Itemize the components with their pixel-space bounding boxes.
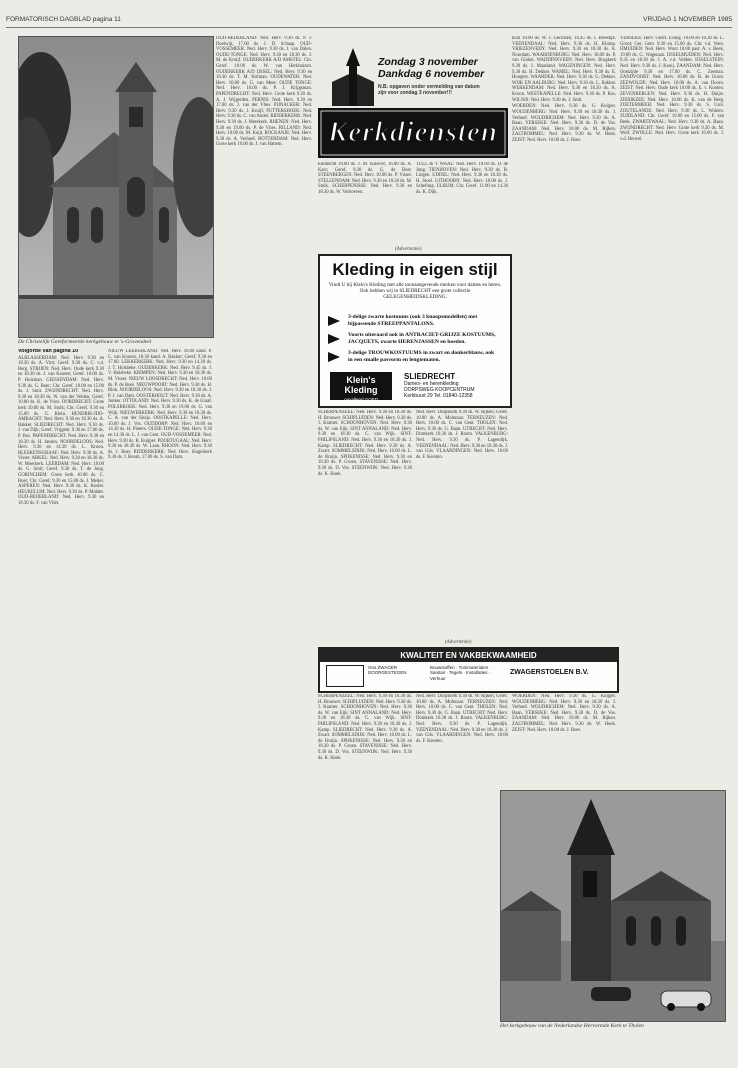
church-photo-left-image: [19, 37, 213, 337]
column-1: [18, 349, 104, 1059]
column-4a: [318, 162, 412, 244]
header-rule: [6, 27, 732, 28]
ad-clothing-intro: Vindt U bij Klein's Kleding met alle toonaangevende merken voor dames en heren. Ook hebben wij in SLIEDRECHT een grote collectie GELEGENHEIDSKLEDING.: [328, 282, 502, 301]
column-6-text: YERSEKE: Herv. Geref. Evang. 10.00 en 18.30 ds. L. Groot; Ger. Gem. 9.30 en 15.00 ds. Chr. v.d. Veen. IJMUIDEN: Ned. Herv. Wout 10.00 past. A. v. Beek, 19.00 ds. G. Wagenaar. IJSSELMUIDEN: Ned. Herv. 9.45 en 18.30 ds. J. A. v.d. Velden. IJSSELSTEIN: Ned. Herv. 9.30 ds. J. Kooij. ZAANDAM: Ned. Herv. Oostzijde 9.30 en 17.00 ds. C. Zeeman. ZANDVOORT: Ned. Herv. 10.00 ds. R. de Groot. ZEEWOLDE: Ned. Herv. 10.00 ds. A. van Doorn. ZEIST: Ned. Herv. Oude kerk 10.00 ds. E. v. Kooten. ZEVENBERGEN: Ned. Herv. 9.30 ds. H. Duijst. ZIERIKZEE: Ned. Herv. 10.00 ds. K. van de Berg. ZOETERMEER: Ned. Herv. 9.30 ds. S. Grol. ZOUTELANDE: Ned. Herv. 9.30 ds. L. Wolters. ZUIDLAND: Chr. Geref. 10.00 en 15.00 ds. F. van Beek. ZWARTEWAAL: Ned. Herv. 9.30 ds. A. Baan. ZWIJNDRECHT: Ned. Herv. Grote kerk 9.30 ds. M. Wolf. ZWOLLE: Ned. Herv. Grote kerk 10.00 ds. J. v.d. Heuvel.: [620, 36, 724, 142]
column-2-text: NIEUW LEKKERLAND: Ned. Herv. 10.00 kand. P. C. van Kooten, 18.30 kand. A. Bakker; Geref. 9.30 en 17.00. LEKKERKERK: Ned. Herv. 9.30 en 14.30 ds. J. T. Holsbeke. OUDERKERK: Ned. Herv. 9.45 ds. J. V. Holsbeke. KRIMPEN: Ned. Herv. 9.30 en 18.30 ds. M. Visser. NIEUW LOOSDRECHT: Ned. Herv. 10.00 ds. P. de Boer. NIEUWPOORT: Ned. Herv. 9.30 ds. H. Blok. NOORDELOOS: Ned. Herv. 9.30 en 18.30 ds. J. P. J. van Dam. OOSTERHOUT: Ned. Herv. 9.30 ds. A. Jonker. OTTOLAND: Ned. Herv. 9.30 ds. K. de Graaf. POLSBROEK: Ned. Herv. 9.30 en 19.00 ds. G. van Wijk. NIEUWERKERK: Ned. Herv. 9.30 en 18.30 ds. C. A. van der Sluijs. OOSTKAPELLE: Ned. Herv. 10.00 ds. J. Vos. OUDDORP: Ned. Herv. 10.00 en 14.30 ds. H. Pieters. OUDE-TONGE: Ned. Herv. 9.30 en 14.30 ds. L. J. van Gent. OUD-VOSSEMEER: Ned. Herv. 9.30 ds. B. Kuijper. POORTUGAAL: Ned. Herv. 9.30 en 18.30 ds. W. Laan. RHOON: Ned. Herv. 9.30 ds. J. Boer. RIDDERKERK: Ned. Herv. Singelkerk 9.30 ds. J. Room, 17.00 ds. S. van Dam.: [108, 349, 212, 461]
column-5: [512, 36, 616, 641]
announcement-sunday: Zondag 3 november: [378, 56, 478, 68]
masthead-title: Kerkdiensten: [328, 116, 498, 148]
column-3-text: OUD-BEIJERLAND: Ned. Herv. 9.30 ds. P. J. Doelwijt, 17.00 ds. J. D. Schaap. OUD-VOSSEMEER: Ned. Herv. 9.30 ds. J. van Dalen. OUDE-TONGE: Ned. Herv. 9.30 en 18.30 ds. J. M. de Kruijf. OUDERKERK A/D AMSTEL: Chr. Geref. 10.00 ds. W. van Herkhuizen. OUDERKERK A/D IJSSEL: Ned. Herv. 9.30 en 18.30 ds. T. M. Hofman. OUDEWATER: Ned. Herv. 10.00 ds. G. van Meer. OUDE TONGE: Ned. Herv. 10.00 ds. P. J. Krijgsman. PAPENDRECHT: Ned. Herv. Grote kerk 9.30 ds. A. J. Wijgerden. PERNIS: Ned. Herv. 9.30 en 17.00 ds. J. van der Vlies. PIJNACKER: Ned. Herv. 9.30 ds. J. Kruijf. PUTTERSHOEK: Ned. Herv. 9.30 ds. C. van Andel. RIDDERKERK: Ned. Herv. 9.30 ds. J. Meerkerk. RHENEN: Ned. Herv. 9.30 en 19.00 ds. P. de Vries. RILLAND: Ned. Herv. 10.00 ds. M. Kuijt. ROCKANJE: Ned. Herv. 9.30 ds. A. Verhoef. ROTTERDAM: Ned. Herv. Grote kerk 10.00 ds. J. van Hattem.: [216, 36, 312, 148]
column-5a-text: hora 10.00 ds. W. J. Gerritsen, 16.45 ds. J. Breedijk. VEENENDAAL: Ned. Herv. 9.30 ds. H. Klomp. VRIEZENVEEN: Ned. Herv. 9.30 en 18.30 ds. A. Noordam. WAARDENBURG: Ned. Herv. 10.00 ds. P. van Ginkel. WADDINXVEEN: Ned. Herv. Brugkerk 9.30 ds. J. Maasland. WAGENINGEN: Ned. Herv. 9.30 ds. H. Dekker. WAMEL: Ned. Herv. 9.30 ds. E. Hoogers. WAARDER: Ned. Herv. 9.30 ds. G. Dekker. WIJK EN AALBURG: Ned. Herv. 9.30 ds. L. Bakker. WERKENDAM: Ned. Herv. 9.30 en 18.30 ds. A. Kroon. WESTKAPELLE: Ned. Herv. 9.30 ds. P. Bos. WILNIS: Ned. Herv. 9.30 ds. J. Smit.: [512, 36, 616, 103]
column-5-lower-text: WOERDEN: Ned. Herv. 9.30 ds. G. Kuijper. WOUDENBERG: Ned. Herv. 9.30 en 18.30 ds. J. Verhoef. WOUDRICHEM: Ned. Herv. 9.30 ds. A. Baan. YERSEKE: Ned. Herv. 9.30 ds. D. de Vos. ZAANDAM: Ned. Herv. 10.00 ds. M. Rijken. ZALTBOMMEL: Ned. Herv. 9.30 ds. W. Hoek. ZEIST: Ned. Herv. 10.00 ds. J. Boer.: [512, 694, 616, 733]
ad-clothing-title: Kleding in eigen stijl: [332, 260, 498, 279]
announcement-thanksgiving: Dankdag 6 november: [378, 68, 485, 80]
column-5-lower: [512, 694, 616, 784]
arrow-icon: [328, 334, 340, 344]
arrow-icon: [328, 352, 340, 362]
ad-bottom-logo-icon: [326, 665, 364, 687]
church-icon: [330, 46, 376, 108]
column-4e: [318, 694, 412, 1056]
column-4a-text: Eindrecht 10.00 ds. J. M. Kleuver, 16.00 ds. A. Kars; Geref. 9.30 ds. G. de Boer. STEENBERGEN: Ned. Herv. 10.00 ds. P. Visser. STELLENDAM: Ned. Herv. 9.30 en 18.30 ds. M. Stolk. SCHERPENISSE: Ned. Herv. 9.30 en 18.30 ds. W. Verhoeven.: [318, 162, 412, 195]
column-4d-text: Ned. Herv. Dorpskerk 9.30 ds. W. Rijken; Geref. 10.00 ds. A. Molenaar. TERNEUZEN: Ned. Herv. 10.00 ds. C. van Gent. THOLEN: Ned. Herv. 9.30 ds. G. Baan. UTRECHT: Ned. Herv. Domkerk 10.30 ds. J. Room. VALKENBURG: Ned. Herv. 9.30 ds. P. Lagendijk. VEENENDAAL: Ned. Herv. 9.30 en 18.30 ds. J. van Gils. VLAARDINGEN: Ned. Herv. 10.00 ds. F. Kersten.: [416, 410, 508, 460]
ad-bottom-company-name: ZWAGERSTOELEN B.V.: [510, 669, 589, 676]
column-4c: [318, 410, 412, 642]
page-header-left: FORMATORISCH DAGBLAD pagina 11: [6, 16, 121, 23]
column-6: [620, 36, 724, 756]
ad-clothing-item-1: 3-delige zwarte kostuums (ook 3 knoopsmodellen) met bijpassende STREEPPANTALONS.: [348, 314, 478, 327]
ad-clothing-shop-line2: DORPSWEG KOOPCENTRUM: [404, 387, 475, 393]
service-dates-announcement: [378, 56, 488, 96]
column-1-text: ALBLASSERDAM: Ned. Herv. 9.30 en 18.30 ds. A. Vlot; Geref. 9.30 ds. C. v.d. Berg. STRIJEN: Ned. Herv. Oude kerk 9.30 en 18.30 ds. J. van Kooten; Geref. 10.00 ds. P. Huisman. GIESSENDAM: Ned. Herv. 9.30 ds. G. Boer; Chr. Geref. 10.00 en 15.00 ds. J. Smit. ZWIJNDRECHT: Ned. Herv. 9.30 en 18.30 ds. W. van der Velden; Geref. 10.00 ds. K. de Vries. DORDRECHT: Grote kerk 10.00 ds. M. Stolk; Chr. Geref. 9.30 en 15.00 ds. G. Klein. HENDRIK-IDO-AMBACHT: Ned. Herv. 9.30 en 18.30 ds. A. Bakker. SLIEDRECHT: Ned. Herv. 9.30 ds. J. van Dijk; Geref. Vrijgem. 9.30 en 17.00 ds. P. Bos. PAPENDRECHT: Ned. Herv. 9.30 en 18.30 ds. H. Jansen. NOORDELOOS: Ned. Herv. 9.30 en 14.30 ds. L. Kroon. BLESKENSGRAAF: Ned. Herv. 9.30 ds. A. Visser. ARKEL: Ned. Herv. 9.30 en 18.30 ds. W. Moerkerk. LEERDAM: Ned. Herv. 10.00 ds. G. Smit; Geref. 9.30 ds. T. de Jong. GORINCHEM: Grote kerk 10.00 ds. C. Boer; Chr. Geref. 9.30 en 15.00 ds. J. Meijer. ASPEREN: Ned. Herv. 9.30 ds. K. Koster. HEUKELUM: Ned. Herv. 9.30 ds. P. Mulder. OUD-BEIJERLAND: Ned. Herv. 9.30 en 18.30 ds. F. van Vliet.: [18, 355, 104, 507]
column-1-heading: Volgorde van pagina 10: [18, 349, 79, 354]
arrow-icon: [328, 316, 340, 326]
ad-bottom-title: KWALITEIT EN VAKBEKWAAMHEID: [320, 649, 617, 662]
column-2: [108, 349, 212, 1059]
column-3: [216, 36, 312, 1056]
ad-bottom-contact: Ons ZWAGER DOORGESTEGEN: [368, 665, 407, 676]
page-header-date: VRIJDAG 1 NOVEMBER 1985: [643, 16, 732, 23]
church-photo-right-image: [501, 791, 725, 1021]
column-4b: [416, 162, 508, 244]
advert-label-top: (Advertentie): [395, 247, 422, 252]
page-header: [6, 14, 732, 26]
photo-right-caption: Het kerkgebouw van de Nederlandse Hervormde Kerk te Tholen: [500, 1023, 644, 1029]
ad-clothing-shop-name: SLIEDRECHT: [404, 372, 456, 381]
church-photo-right: [500, 790, 726, 1022]
masthead-banner: [318, 108, 508, 158]
quality-advertisement: [318, 647, 619, 693]
column-4d: [416, 410, 508, 642]
column-4e-text: SCHERPENZEEL: Ned. Herv. 9.30 en 18.30 ds. H. Brouwer. SCHIPLUIDEN: Ned. Herv. 9.30 ds. J. Kramer. SCHOONHOVEN: Ned. Herv. 9.30 ds. W. van Eijk. SINT ANNALAND: Ned. Herv. 9.30 en 18.30 ds. C. van Wijk. SINT-PHILIPSLAND: Ned. Herv. 9.30 en 18.30 ds. J. Kamp. SLIEDRECHT: Ned. Herv. 9.30 ds. A. Zwart. SOMMELSDIJK: Ned. Herv. 10.00 ds. L. de Bruijn. SPIJKENISSE: Ned. Herv. 9.30 en 18.30 ds. P. Groen. STAVENISSE: Ned. Herv. 9.30 ds. D. Vos. STEENWIJK: Ned. Herv. 9.30 ds. K. Hoek.: [318, 694, 412, 761]
ad-clothing-shop-line1: Dames- en herenkleding: [404, 381, 459, 387]
ad-clothing-logo: [330, 372, 392, 400]
column-4f-text: Ned. Herv. Dorpskerk 9.30 ds. W. Rijken; Geref. 10.00 ds. A. Molenaar. TERNEUZEN: Ned. Herv. 10.00 ds. C. van Gent. THOLEN: Ned. Herv. 9.30 ds. G. Baan. UTRECHT: Ned. Herv. Domkerk 10.30 ds. J. Room. VALKENBURG: Ned. Herv. 9.30 ds. P. Lagendijk. VEENENDAAL: Ned. Herv. 9.30 en 18.30 ds. J. van Gils. VLAARDINGEN: Ned. Herv. 10.00 ds. F. Kersten.: [416, 694, 508, 744]
advert-label-bottom: (Advertentie): [445, 640, 472, 645]
church-photo-left: [18, 36, 214, 338]
ad-clothing-logo-sub: opvallend GOED: [344, 397, 378, 402]
ad-clothing-shop-line3: Kerkbuurt 29 Tel. 01840-12358: [404, 393, 473, 399]
column-4f: [416, 694, 508, 1056]
clothing-advertisement: [318, 254, 512, 408]
ad-bottom-services: Bouwstoffen · Tuinmaterialen · Sanitair · Tegels · Installaties · Verhuur: [430, 665, 491, 681]
ad-clothing-item-2: Voorts uiteraard ook in ANTRACIET-GRIJZE KOSTUUMS, JACQUETS, zwarte HERENJASSEN en hoeden.: [348, 332, 496, 345]
column-4c-text: SCHERPENZEEL: Ned. Herv. 9.30 en 18.30 ds. H. Brouwer. SCHIPLUIDEN: Ned. Herv. 9.30 ds. J. Kramer. SCHOONHOVEN: Ned. Herv. 9.30 ds. W. van Eijk. SINT ANNALAND: Ned. Herv. 9.30 en 18.30 ds. C. van Wijk. SINT-PHILIPSLAND: Ned. Herv. 9.30 en 18.30 ds. J. Kamp. SLIEDRECHT: Ned. Herv. 9.30 ds. A. Zwart. SOMMELSDIJK: Ned. Herv. 10.00 ds. L. de Bruijn. SPIJKENISSE: Ned. Herv. 9.30 en 18.30 ds. P. Groen. STAVENISSE: Ned. Herv. 9.30 ds. D. Vos. STEENWIJK: Ned. Herv. 9.30 ds. K. Hoek.: [318, 410, 412, 477]
ad-clothing-logo-text: Klein's Kleding: [344, 375, 378, 395]
photo-left-caption: De Christelijk Gereformeerde kerkgebouw te 's-Gravendeel: [18, 339, 152, 345]
ad-clothing-shop: [404, 372, 504, 399]
column-5b-text: WOERDEN: Ned. Herv. 9.30 ds. G. Kuijper. WOUDENBERG: Ned. Herv. 9.30 en 18.30 ds. J. Verhoef. WOUDRICHEM: Ned. Herv. 9.30 ds. A. Baan. YERSEKE: Ned. Herv. 9.30 ds. D. de Vos. ZAANDAM: Ned. Herv. 10.00 ds. M. Rijken. ZALTBOMMEL: Ned. Herv. 9.30 ds. W. Hoek. ZEIST: Ned. Herv. 10.00 ds. J. Boer.: [512, 104, 616, 143]
column-4b-text: TULL & 'T WAAL: Ned. Herv. 10.00 ds. D. de Jong. TIENHOVEN: Ned. Herv. 9.30 ds. B. Lingen. UDDEL: Ned. Herv. 9.30 en 18.30 ds. H. Stoel. UITHOORN: Ned. Herv. 10.00 ds. J. Schelling. ULRUM: Chr. Geref. 11.00 en 14.30 ds. K. Dijk.: [416, 162, 508, 195]
ad-clothing-item-3: 3-delige TROUWKOSTUUMS in zwart en donkerblauw, ook in een smalle pasvorm en lengtematen.: [348, 350, 495, 363]
announcement-note: N.B. opgaven onder vermelding van datum zijn voor zondag 3 november!!!: [378, 84, 480, 96]
